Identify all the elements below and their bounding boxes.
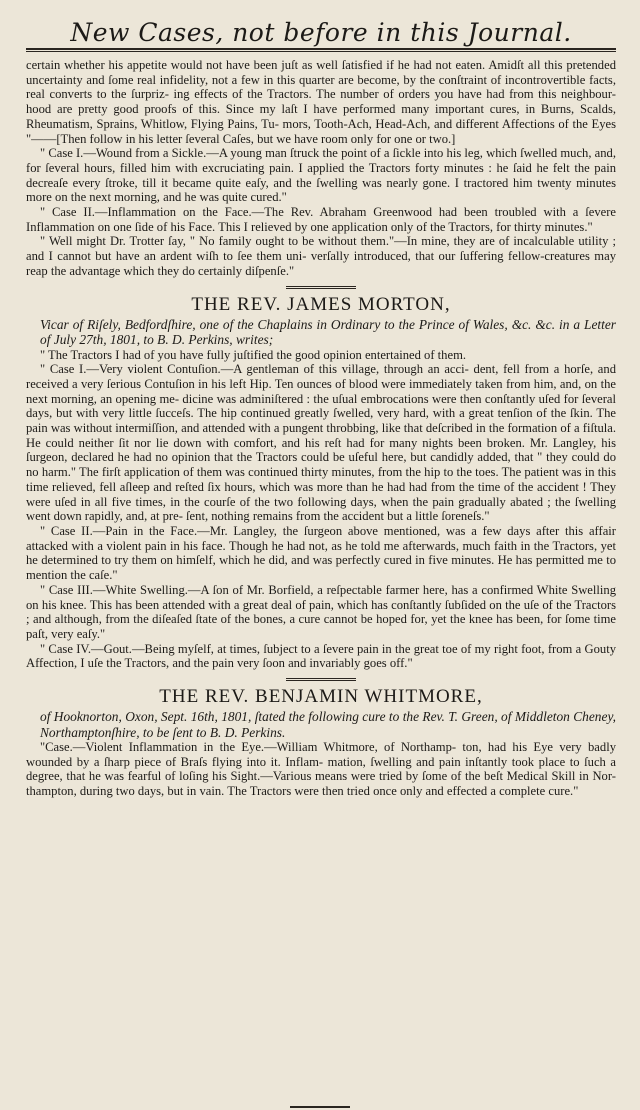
header-rule [26, 51, 616, 52]
section-subtitle-whitmore: of Hooknorton, Oxon, Sept. 16th, 1801, ſtated the following cure to the Rev. T. Green, of Middleton Cheney, Northamptonſhire, to be ſent to B. D. Perkins. [40, 709, 616, 740]
intro-case-2: " Case II.—Inflammation on the Face.—The Rev. Abraham Greenwood had been troubled with a ſevere Inflammation on one ſide of his Face. This I relieved by one application only of the Tractors, for thirty minutes." [26, 205, 616, 234]
section-divider-2 [286, 678, 356, 683]
intro-case-1: " Case I.—Wound from a Sickle.—A young man ſtruck the point of a ſickle into his leg, which ſwelled much, and, for ſeveral hours, filled him with excruciating pain. I applied the Tractors forty minutes : he ſaid he felt the pain decreaſe every ſtroke, till it became quite eaſy, and the ſwelling was nearly gone. I tractored him twenty minutes more on the next morning, and he was quite cured." [26, 146, 616, 205]
page-header-title: New Cases, not before in this Journal. [26, 0, 616, 50]
section-divider-1 [286, 286, 356, 291]
morton-case-2: " Case II.—Pain in the Face.—Mr. Langley, the ſurgeon above mentioned, was a few days after this affair attacked with a violent pain in his face. Though he had not, as he told me afterwards, much faith in the Tractors, yet he determined to try them on himſelf, which he did, and was perfectly cured in five minutes. He has permitted me to mention the caſe." [26, 523, 616, 583]
whitmore-case: "Case.—Violent Inflammation in the Eye.—William Whitmore, of Northamp- ton, had his Eye very badly wounded by a ſharp piece of Braſs flying into it. Inflam- mation, ſwelling and pain inſtantly took place to ſuch a degree, that he was fearful of loſing his Sight.—Various means were tried by ſome of the beſt Medical Skill in Nor- thampton, during two days, but in vain. The Tractors were then tried once only and effected a complete cure." [26, 740, 616, 799]
section-title-whitmore: THE REV. BENJAMIN WHITMORE, [159, 686, 483, 708]
morton-case-4: " Case IV.—Gout.—Being myſelf, at times, ſubject to a ſevere pain in the great toe of my right foot, from a Gouty Affection, I uſe the Tractors, and the pain very ſoon and invariably goes off." [26, 641, 616, 671]
section-morton [26, 294, 616, 671]
section-whitmore [26, 686, 616, 799]
morton-paragraph-1: " The Tractors I had of you have fully juſtified the good opinion entertained of them. [40, 347, 467, 362]
section-subtitle-morton: Vicar of Riſely, Bedfordſhire, one of the Chaplains in Ordinary to the Prince of Wales, &c. &c. in a Letter of July 27th, 1801, to B. D. Perkins, writes; [40, 316, 616, 348]
intro-paragraph-1: certain whether his appetite would not have been juſt as well ſatisfied if he had not eaten. Amidſt all this pretended uncertainty and ſome real infidelity, not a few in this quarter are become, by the conſtraint of incontrovertible facts, real converts to the ſurpriz- ing effects of the Tractors. The number of orders you have had from this neighbour- hood are pretty good proofs of this. Since my laſt I have performed many important cures, in Burns, Scalds, Rheumatism, Sprains, Whitlow, Flying Pains, Tu- mors, Tooth-Ach, Head-Ach, and different Affections of the Eyes "——[Then follow in his letter ſeveral Caſes, but we have room only for one or two.] [26, 58, 616, 146]
end-rule [290, 1106, 350, 1108]
morton-body [26, 348, 616, 671]
whitmore-body [26, 740, 616, 799]
morton-case-3: " Case III.—White Swelling.—A ſon of Mr. Borfield, a reſpectable farmer here, has a confirmed White Swelling on his knee. This has been attended with a great deal of pain, which has conſtantly ſubſided on the uſe of the Tractors ; and although, from the diſeaſed ſtate of the bones, a cure cannot be hoped for, yet the knee has been, for ſome time paſt, very eaſy." [26, 582, 616, 641]
intro-block [26, 58, 616, 279]
intro-closing: " Well might Dr. Trotter ſay, " No family ought to be without them."—In mine, they are of incalculable utility ; and I cannot but have an ardent wiſh to ſee them uni- verſally introduced, that our ſuffering fellow-creatures may reap the advantage which they do certainly diſpenſe." [26, 234, 616, 278]
morton-case-1: " Case I.—Very violent Contuſion.—A gentleman of this village, through an acci- dent, fell from a horſe, and received a very ſerious Contuſion in his left Hip. Ten ounces of blood were immediately taken from him, and, on the next morning, an opening me- dicine was adminiſtered : the uſual embrocations were then conſtantly uſed for ſeveral days, but with very little ſucceſs. The hip continued greatly ſwelled, very hard, with a great tenſion of the ſkin. The pain was without intermiſſion, and attended with a pungent throbbing, like that deſcribed in the formation of a fiſtula. He could neither ſit nor lie down with comfort, and his reſt had for many nights been broken. Mr. Langley, his ſurgeon, declared he had no opinion that the Tractors could be uſeful here, but candidly added, that " they could do no harm." The firſt application of them was continued thirty minutes, from the hip to the toes. The patient was in this time relieved, fell aſleep and reſted ſix hours, which was more than he had had from the time of the accident ! They were uſed in all five times, in the courſe of the two following days, when the pain gradually abated ; the ſwelling went down rapidly, and, at pre- ſent, nothing remains from the accident but a little ſoreneſs." [26, 362, 616, 524]
section-title-morton: THE REV. JAMES MORTON, [191, 293, 451, 315]
